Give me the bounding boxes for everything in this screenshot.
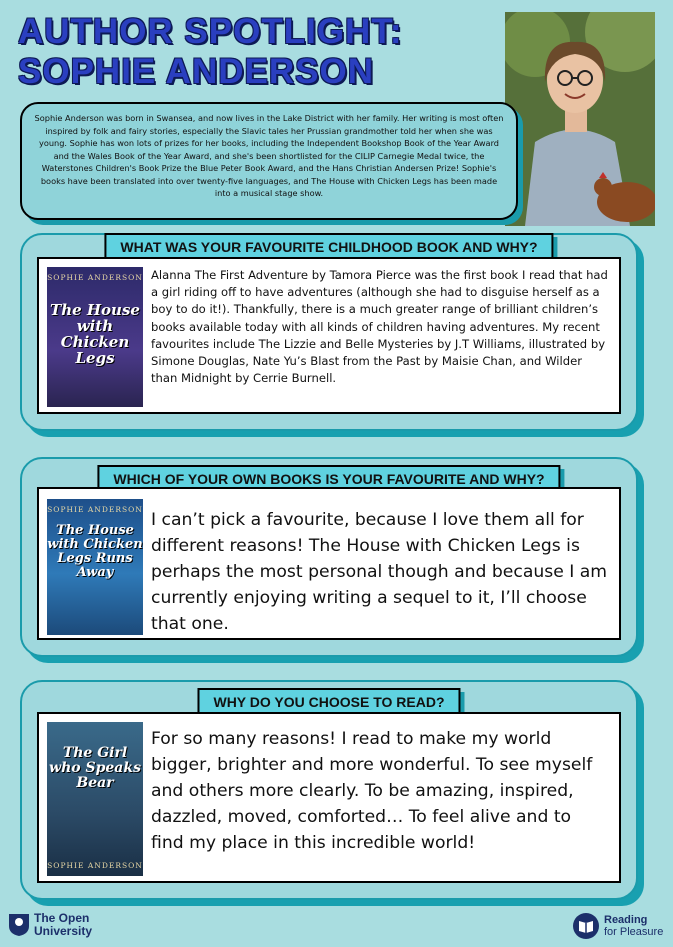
author-photo xyxy=(505,12,655,226)
section-heading: WHAT WAS YOUR FAVOURITE CHILDHOOD BOOK AND WHY? xyxy=(104,233,553,261)
open-university-logo xyxy=(8,912,104,938)
section-body xyxy=(37,487,621,640)
open-university-text: The Open University xyxy=(34,911,93,938)
section-body xyxy=(37,257,621,414)
section-favourite-own-book xyxy=(20,457,638,657)
logo-line-2: for Pleasure xyxy=(604,926,664,938)
book-icon xyxy=(572,912,600,940)
title-line-2: SOPHIE ANDERSON xyxy=(18,52,374,91)
title-line-1: AUTHOR SPOTLIGHT: xyxy=(18,12,403,51)
section-answer: For so many reasons! I read to make my world bigger, brighter and more wonderful. To see myself and others more clearly. To be amazing, inspired, dazzled, moved, comforted… To feel alive and to find my place in this incredible world! xyxy=(151,729,593,853)
cover-title: The House with Chicken Legs Runs Away xyxy=(47,523,143,580)
section-heading: WHICH OF YOUR OWN BOOKS IS YOUR FAVOURITE AND WHY? xyxy=(97,465,560,493)
reading-for-pleasure-text xyxy=(604,914,663,938)
page-title xyxy=(18,12,498,92)
bio-text: Sophie Anderson was born in Swansea, and now lives in the Lake District with her family. Her writing is most often inspired by folk and fairy stories, especially the Slavic tales her Prussian grandmother told her when she was young. Sophie has won lots of prizes for her books, including the Independent Bookshop Book of the Year Award and the Wales Book of the Year Award, and she's been shortlisted for the CILIP Carnegie Medal twice, the Waterstones Children's Book Prize the Blue Peter Book Award, and the Hans Christian Andersen Prize! Sophie's books have been translated into over twenty-five languages, and The House with Chicken Legs has been made into a musical stage show. xyxy=(34,113,504,198)
shield-icon xyxy=(8,913,30,937)
cover-author: SOPHIE ANDERSON xyxy=(47,273,143,282)
cover-author: SOPHIE ANDERSON xyxy=(47,861,143,870)
book-cover-image xyxy=(47,722,143,876)
section-answer: Alanna The First Adventure by Tamora Pierce was the first book I read that had a girl riding off to have adventures (although she had to disguise herself as a boy to do it!). Thankfully, there is a much greater range of brilliant children’s books available today with all kinds of children having adventures. My recent favourites include The Lizzie and Belle Mysteries by J.T Williams, illustrated by Simone Douglas, Nate Yu’s Blast from the Past by Maisie Chan, and Wilder than Midnight by Cerrie Burnell. xyxy=(151,268,608,386)
logo-line-1: Reading xyxy=(604,914,648,926)
section-answer: I can’t pick a favourite, because I love them all for different reasons! The House with Chicken Legs is perhaps the most personal though and because I am currently enjoying writing a sequel to it, I’ll choose that one. xyxy=(151,510,608,634)
section-body xyxy=(37,712,621,883)
section-childhood-book xyxy=(20,233,638,431)
cover-author: SOPHIE ANDERSON xyxy=(47,505,143,514)
book-cover-image xyxy=(47,499,143,635)
section-why-read xyxy=(20,680,638,900)
section-heading: WHY DO YOU CHOOSE TO READ? xyxy=(197,688,460,716)
cover-title: The House with Chicken Legs xyxy=(50,301,140,367)
reading-for-pleasure-logo xyxy=(572,912,663,940)
cover-title: The Girl who Speaks Bear xyxy=(49,745,141,791)
author-bio xyxy=(20,102,518,220)
book-cover-image xyxy=(47,267,143,407)
